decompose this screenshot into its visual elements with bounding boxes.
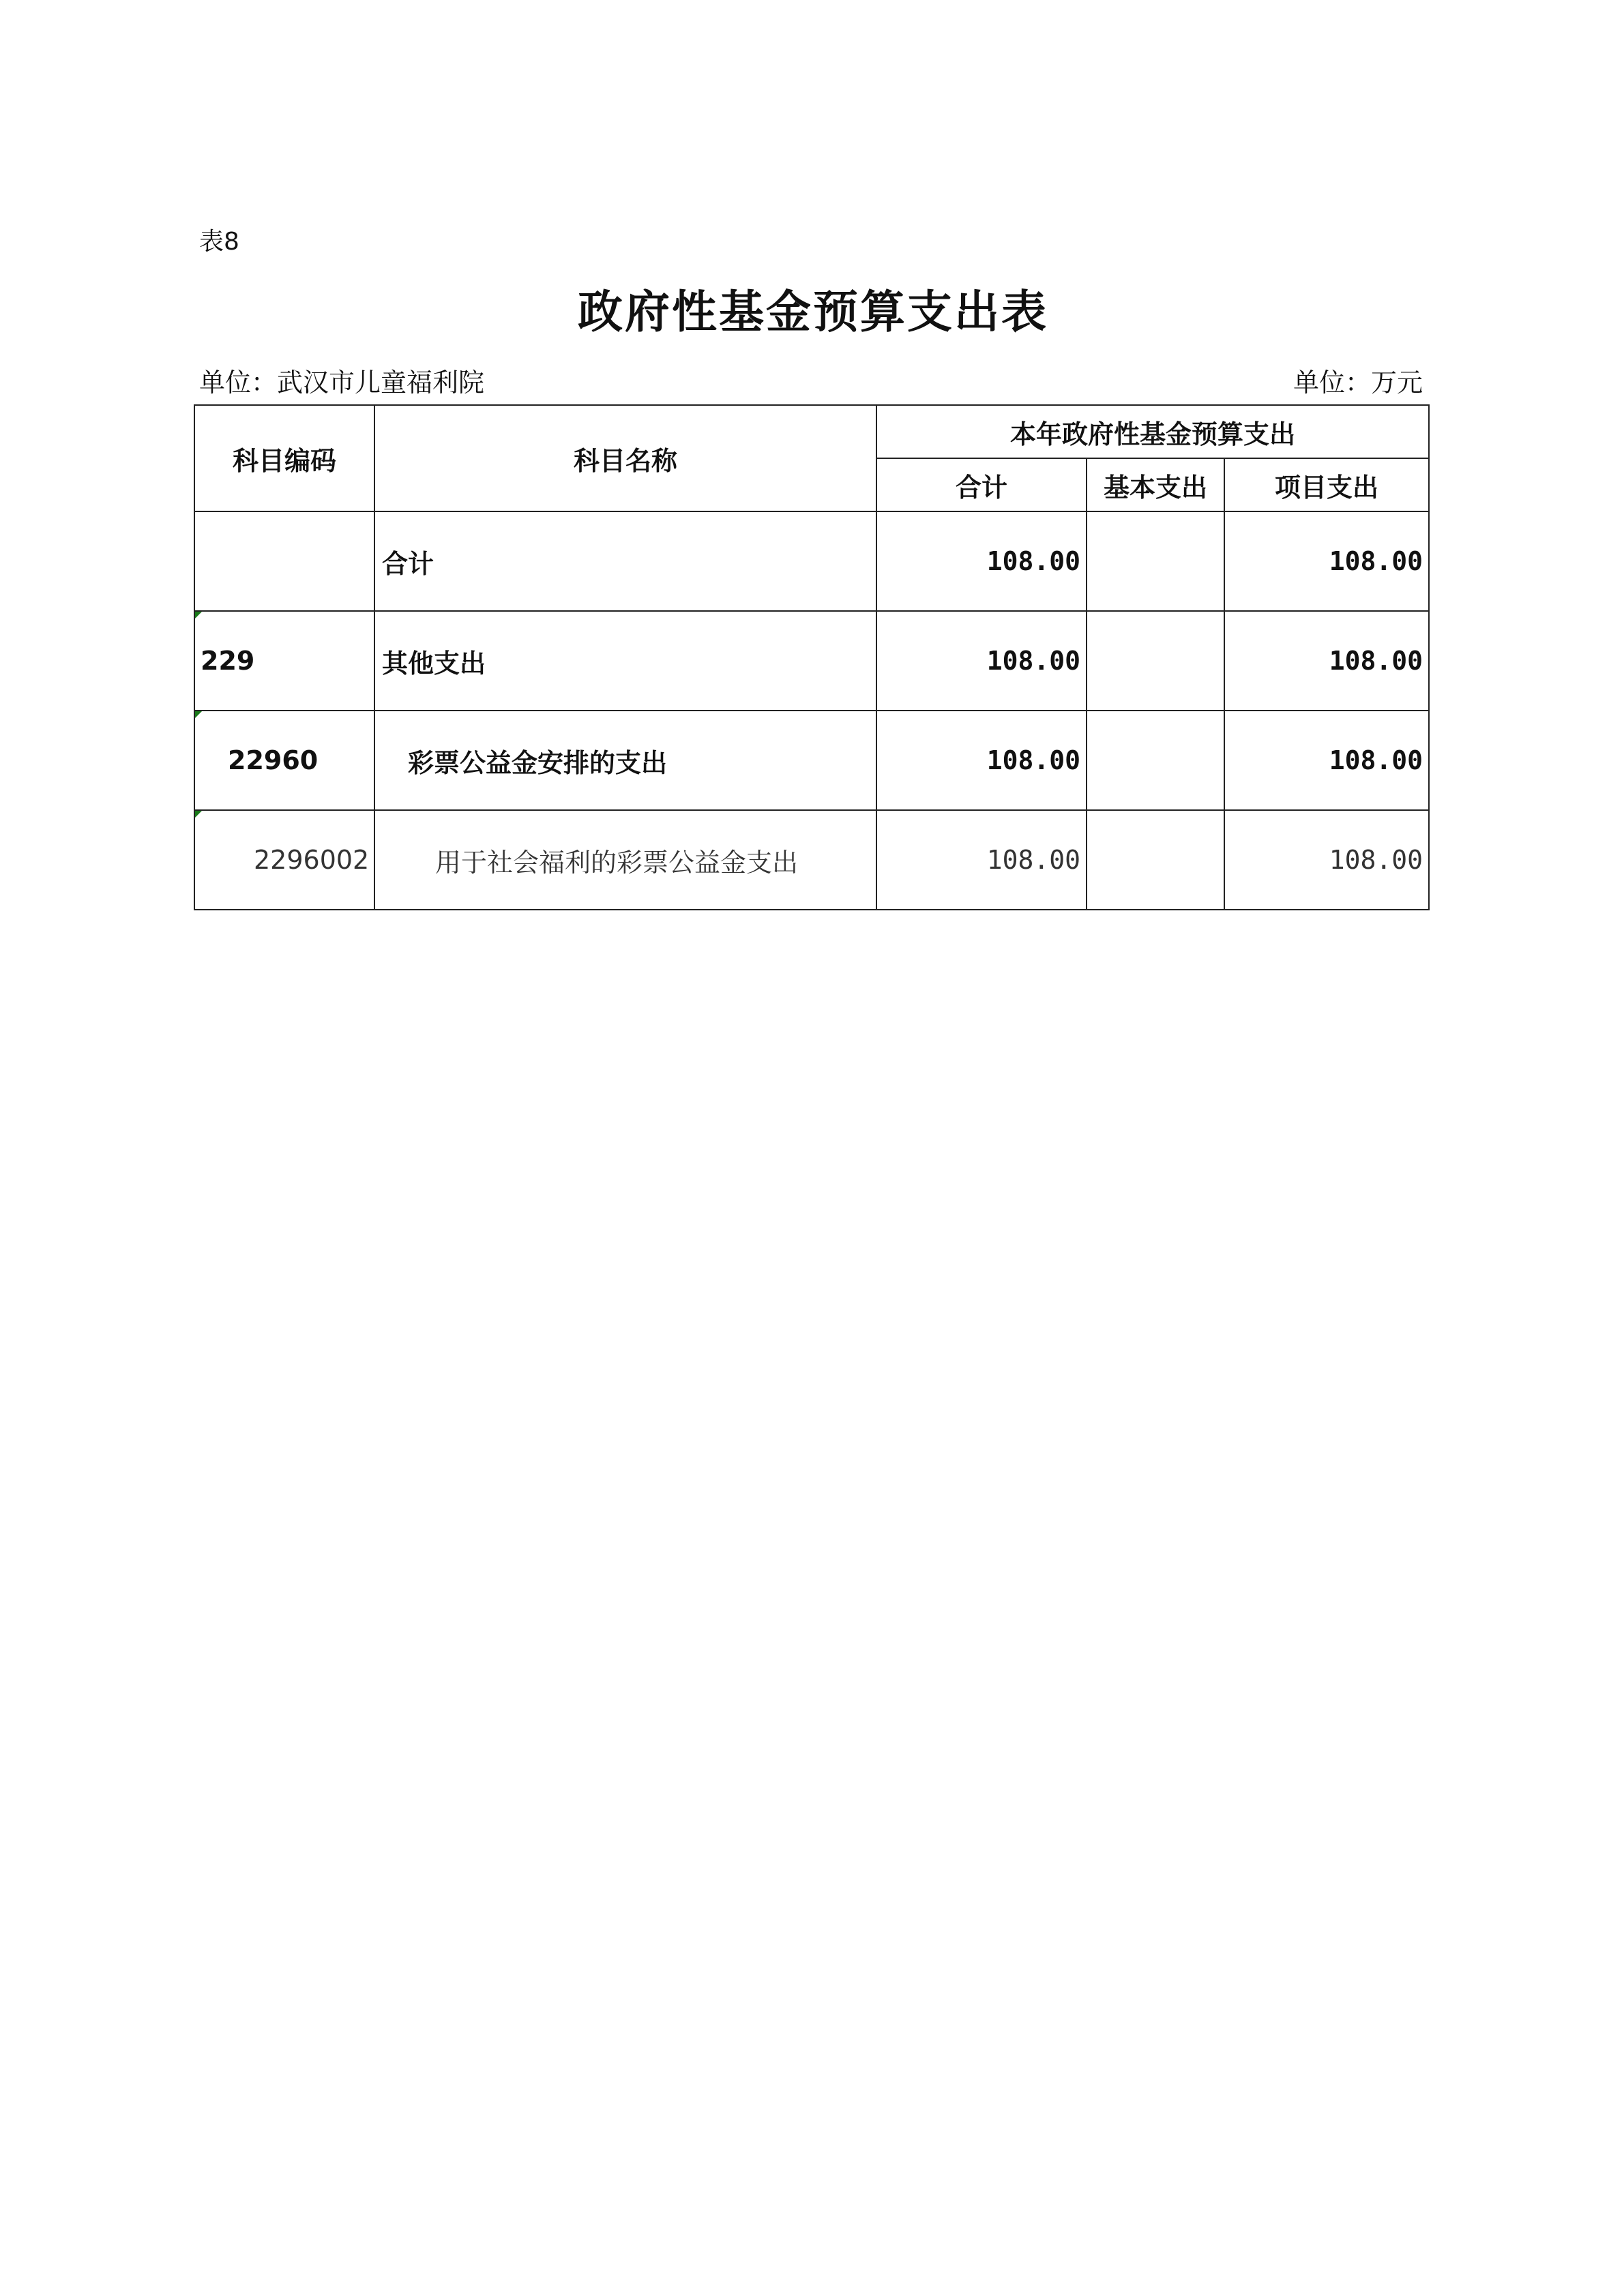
row-name: 用于社会福利的彩票公益金支出 <box>374 810 876 910</box>
row-name: 彩票公益金安排的支出 <box>374 711 876 810</box>
row-code: 2296002 <box>254 845 370 875</box>
table-header <box>194 405 1429 511</box>
row-project: 108.00 <box>1224 611 1429 711</box>
header-project: 项目支出 <box>1224 458 1429 511</box>
unit-organization: 单位：武汉市儿童福利院 <box>199 368 485 398</box>
row-code: 22960 <box>228 745 319 775</box>
row-project: 108.00 <box>1224 711 1429 810</box>
row-basic <box>1087 611 1224 711</box>
row-basic <box>1087 511 1224 611</box>
cell-marker-icon <box>195 711 202 718</box>
header-total: 合计 <box>876 458 1087 511</box>
row-total: 108.00 <box>876 711 1087 810</box>
budget-expenditure-table <box>194 404 1430 910</box>
cell-marker-icon <box>195 811 202 818</box>
row-project: 108.00 <box>1224 810 1429 910</box>
table-body <box>194 511 1429 910</box>
row-code: 229 <box>201 646 255 676</box>
cell-marker-icon <box>195 612 202 618</box>
header-basic: 基本支出 <box>1087 458 1224 511</box>
unit-currency: 单位：万元 <box>1293 368 1423 398</box>
document-title: 政府性基金预算支出表 <box>578 285 1048 338</box>
row-code-cell <box>194 711 374 810</box>
table-row <box>194 511 1429 611</box>
row-basic <box>1087 810 1224 910</box>
table-number-label: 表8 <box>199 228 239 256</box>
header-name: 科目名称 <box>374 405 876 511</box>
row-code-cell <box>194 611 374 711</box>
row-basic <box>1087 711 1224 810</box>
table-row <box>194 810 1429 910</box>
row-total: 108.00 <box>876 810 1087 910</box>
row-total: 108.00 <box>876 611 1087 711</box>
row-code <box>194 511 374 611</box>
header-group: 本年政府性基金预算支出 <box>876 405 1429 458</box>
row-code-cell <box>194 810 374 910</box>
row-name: 其他支出 <box>374 611 876 711</box>
row-name: 合计 <box>374 511 876 611</box>
table-row <box>194 611 1429 711</box>
row-total: 108.00 <box>876 511 1087 611</box>
header-code: 科目编码 <box>194 405 374 511</box>
table-row <box>194 711 1429 810</box>
row-project: 108.00 <box>1224 511 1429 611</box>
